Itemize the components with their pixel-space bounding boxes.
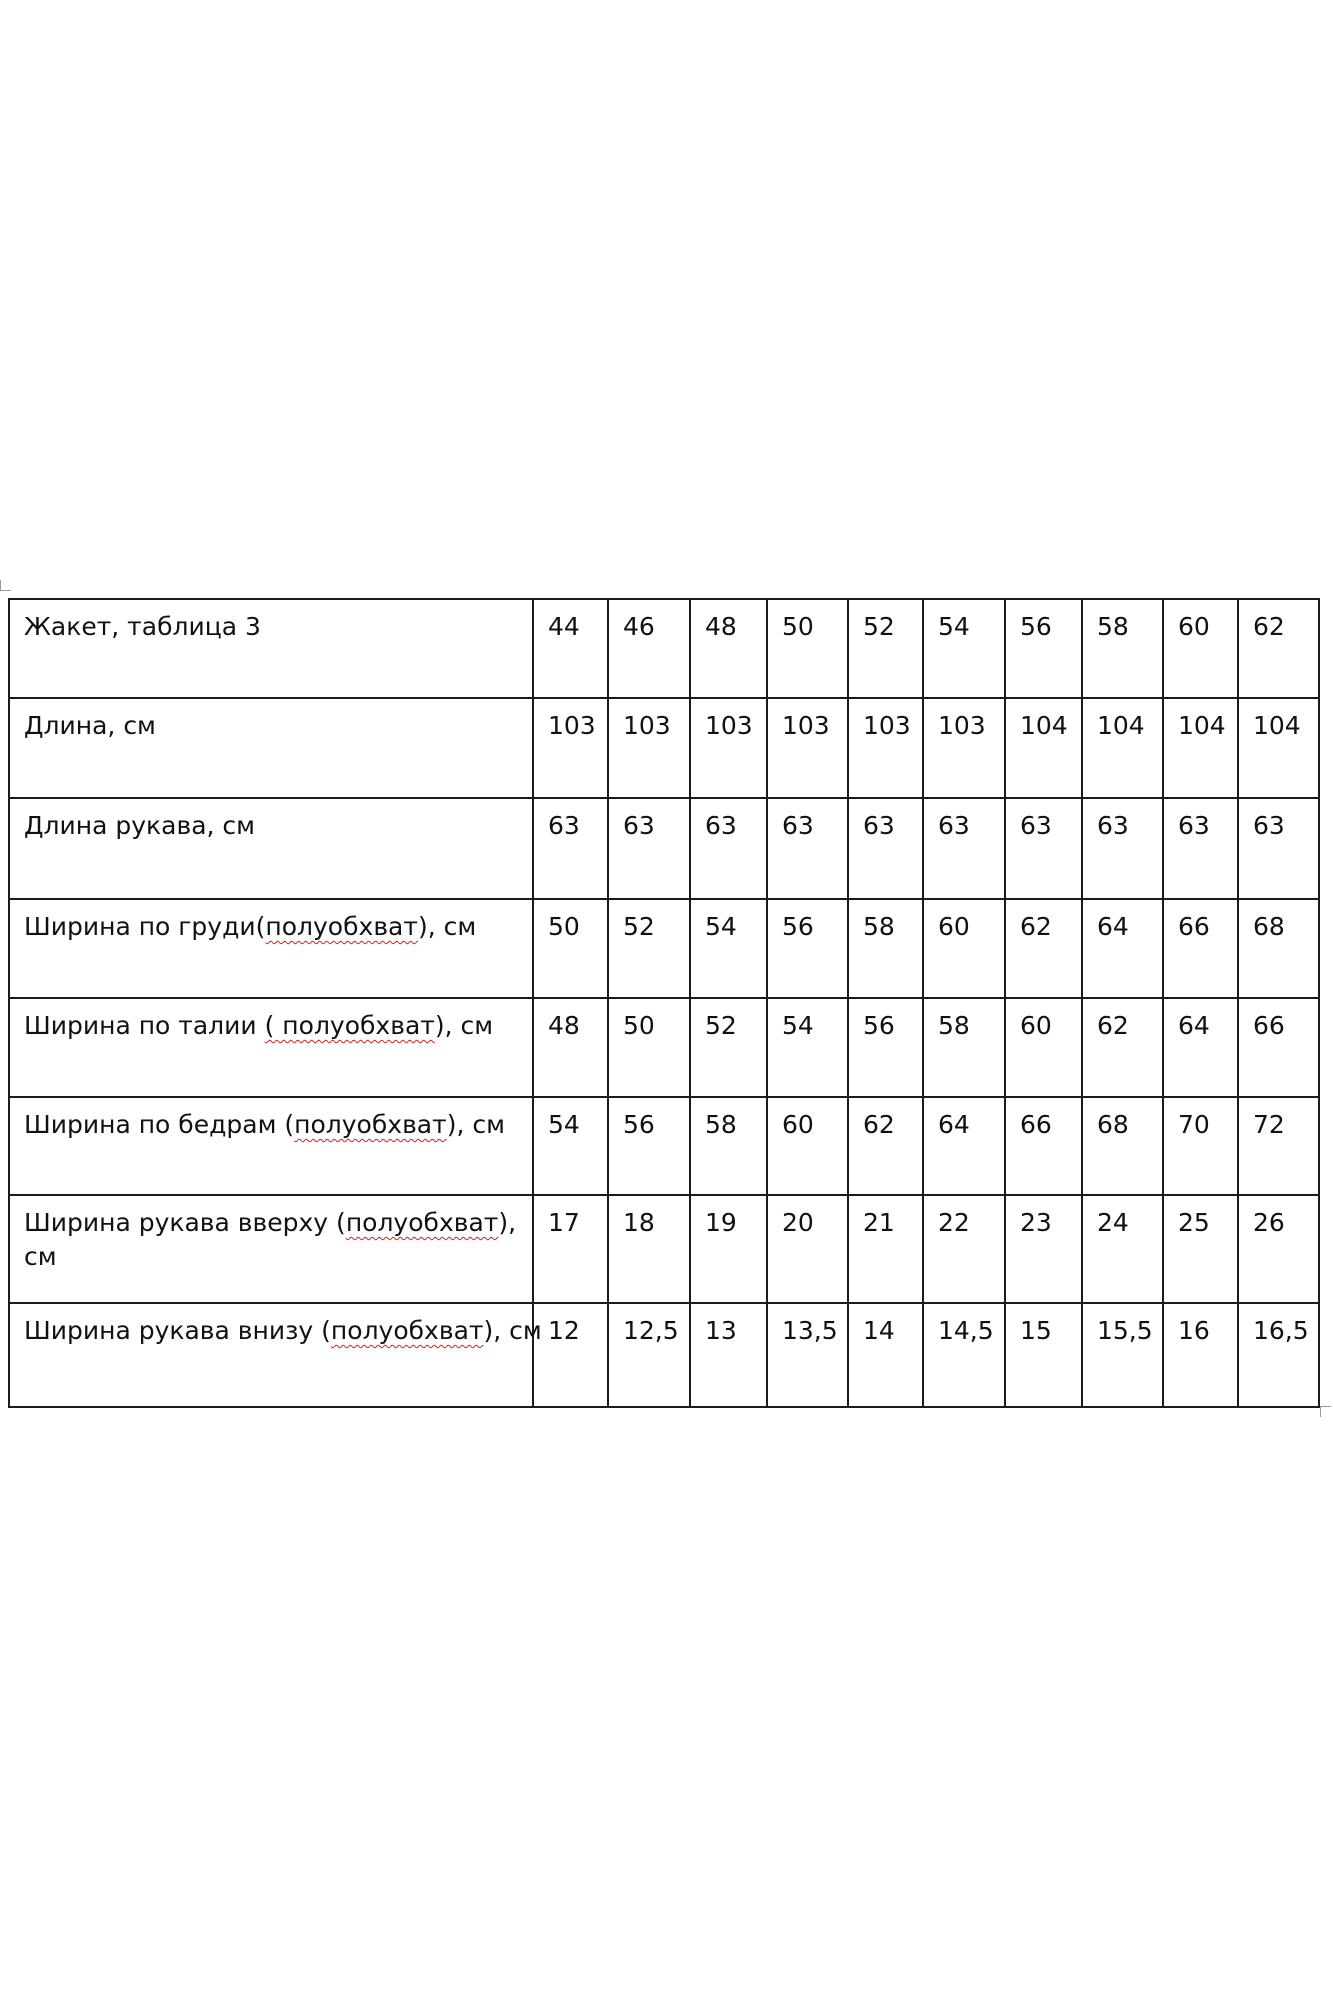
table-corner-mark-bottom-right <box>1320 1406 1331 1417</box>
row-label-text: Ширина рукава вверху ( <box>24 1208 346 1237</box>
table-cell: 64 <box>1163 998 1238 1097</box>
table-cell: 63 <box>1238 798 1319 899</box>
size-header: 56 <box>1005 599 1082 698</box>
table-cell: 52 <box>690 998 767 1097</box>
size-header: 44 <box>533 599 608 698</box>
row-label-text: ), см <box>24 1208 517 1271</box>
row-label-text: Ширина рукава внизу ( <box>24 1316 331 1345</box>
table-cell: 62 <box>1005 899 1082 998</box>
table-cell: 63 <box>848 798 923 899</box>
table-cell: 104 <box>1082 698 1163 798</box>
table-cell: 15 <box>1005 1303 1082 1407</box>
table-cell: 62 <box>848 1097 923 1195</box>
row-label <box>9 1303 542 1407</box>
table-cell: 18 <box>608 1195 690 1303</box>
size-header: 48 <box>690 599 767 698</box>
table-cell: 103 <box>848 698 923 798</box>
row-label-text: ), см <box>434 1011 494 1040</box>
table-cell: 70 <box>1163 1097 1238 1195</box>
table-cell: 56 <box>848 998 923 1097</box>
table-cell: 66 <box>1163 899 1238 998</box>
table-cell: 19 <box>690 1195 767 1303</box>
table-cell: 16 <box>1163 1303 1238 1407</box>
size-header: 50 <box>767 599 848 698</box>
table-cell: 66 <box>1238 998 1319 1097</box>
table-cell: 12,5 <box>608 1303 690 1407</box>
table-cell: 12 <box>533 1303 608 1407</box>
table-cell: 103 <box>608 698 690 798</box>
table-cell: 24 <box>1082 1195 1163 1303</box>
table-cell: 54 <box>767 998 848 1097</box>
table-row <box>9 998 1319 1097</box>
spellcheck-word: ( полуобхват <box>264 1011 435 1040</box>
size-header: 46 <box>608 599 690 698</box>
row-label <box>9 698 533 798</box>
table-cell: 13,5 <box>767 1303 848 1407</box>
table-cell: 50 <box>608 998 690 1097</box>
table-cell: 103 <box>923 698 1005 798</box>
row-label <box>9 1097 533 1195</box>
size-header: 58 <box>1082 599 1163 698</box>
row-label <box>9 998 533 1097</box>
table-cell: 63 <box>1005 798 1082 899</box>
table-cell: 63 <box>767 798 848 899</box>
table-cell: 72 <box>1238 1097 1319 1195</box>
table-cell: 26 <box>1238 1195 1319 1303</box>
table-row <box>9 1303 1319 1407</box>
table-cell: 104 <box>1238 698 1319 798</box>
table-cell: 60 <box>767 1097 848 1195</box>
table-cell: 103 <box>533 698 608 798</box>
row-label-text: Длина, см <box>24 711 156 740</box>
table-cell: 25 <box>1163 1195 1238 1303</box>
row-label <box>9 899 533 998</box>
table-cell: 50 <box>533 899 608 998</box>
size-header: 54 <box>923 599 1005 698</box>
spellcheck-word: полуобхват <box>294 1110 447 1139</box>
table-cell: 56 <box>608 1097 690 1195</box>
table-cell: 52 <box>608 899 690 998</box>
table-title: Жакет, таблица 3 <box>9 599 533 698</box>
table-cell: 17 <box>533 1195 608 1303</box>
row-label-text: Ширина по бедрам ( <box>24 1110 295 1139</box>
table-row <box>9 899 1319 998</box>
table-cell: 58 <box>690 1097 767 1195</box>
table-cell: 64 <box>923 1097 1005 1195</box>
table-cell: 58 <box>848 899 923 998</box>
table-cell: 14,5 <box>923 1303 1005 1407</box>
table-row <box>9 698 1319 798</box>
table-cell: 56 <box>767 899 848 998</box>
table-cell: 63 <box>1082 798 1163 899</box>
table-cell: 63 <box>1163 798 1238 899</box>
row-label <box>9 1195 533 1303</box>
table-cell: 14 <box>848 1303 923 1407</box>
table-cell: 16,5 <box>1238 1303 1319 1407</box>
spellcheck-word: полуобхват <box>330 1316 484 1345</box>
table-cell: 68 <box>1082 1097 1163 1195</box>
spellcheck-word: полуобхват <box>345 1208 499 1237</box>
size-header: 52 <box>848 599 923 698</box>
table-cell: 63 <box>923 798 1005 899</box>
table-cell: 15,5 <box>1082 1303 1163 1407</box>
table-cell: 68 <box>1238 899 1319 998</box>
table-cell: 63 <box>690 798 767 899</box>
size-header: 60 <box>1163 599 1238 698</box>
table-cell: 104 <box>1005 698 1082 798</box>
row-label <box>9 798 533 899</box>
table-corner-mark-top-left <box>0 580 11 591</box>
table-cell: 54 <box>690 899 767 998</box>
table-cell: 63 <box>608 798 690 899</box>
size-header: 62 <box>1238 599 1319 698</box>
table-cell: 48 <box>533 998 608 1097</box>
table-cell: 23 <box>1005 1195 1082 1303</box>
row-label-text: Длина рукава, см <box>24 811 256 840</box>
table-cell: 54 <box>533 1097 608 1195</box>
spellcheck-word: полуобхват <box>265 912 418 941</box>
table-cell: 13 <box>690 1303 767 1407</box>
table-cell: 64 <box>1082 899 1163 998</box>
table-cell: 104 <box>1163 698 1238 798</box>
table-row <box>9 1097 1319 1195</box>
table-cell: 21 <box>848 1195 923 1303</box>
row-label-text: Ширина по груди( <box>24 912 266 941</box>
row-label-text: ), см <box>417 912 477 941</box>
table-cell: 63 <box>533 798 608 899</box>
table-cell: 103 <box>767 698 848 798</box>
table-cell: 60 <box>923 899 1005 998</box>
row-label-text: ), см <box>483 1316 542 1345</box>
row-label-text: ), см <box>446 1110 505 1139</box>
row-label-text: Ширина по талии <box>24 1011 265 1040</box>
table-cell: 62 <box>1082 998 1163 1097</box>
table-row <box>9 1195 1319 1303</box>
table-cell: 58 <box>923 998 1005 1097</box>
table-cell: 20 <box>767 1195 848 1303</box>
table-header-row <box>9 599 1319 698</box>
table-cell: 66 <box>1005 1097 1082 1195</box>
table-cell: 22 <box>923 1195 1005 1303</box>
table-cell: 103 <box>690 698 767 798</box>
size-table <box>8 598 1320 1408</box>
table-cell: 60 <box>1005 998 1082 1097</box>
table-row <box>9 798 1319 899</box>
